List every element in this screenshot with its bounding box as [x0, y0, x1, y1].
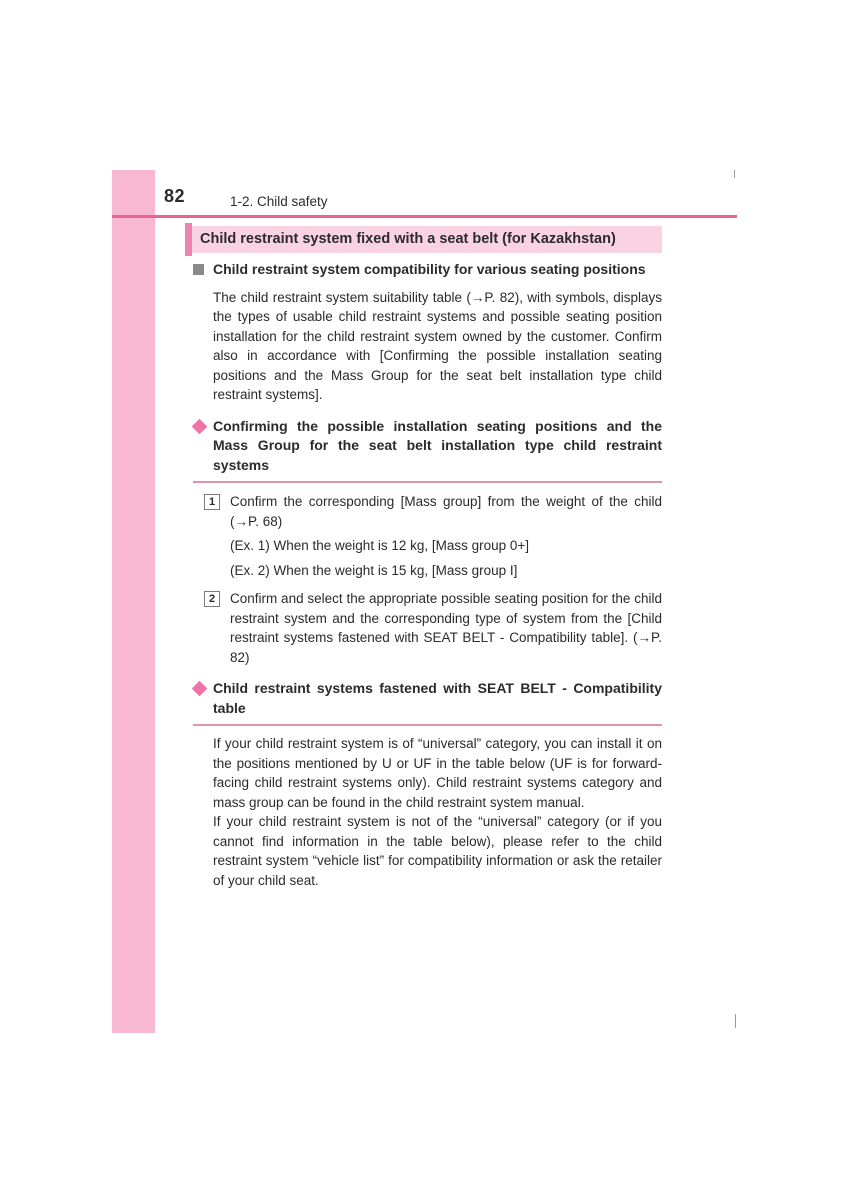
step-1-text: Confirm the corresponding [Mass group] from the weight of the child (→P. 68) — [230, 494, 662, 529]
step-1-example-2: (Ex. 2) When the weight is 15 kg, [Mass group I] — [230, 562, 518, 578]
chapter-title-bar — [185, 226, 662, 253]
non-universal-paragraph: If your child restraint system is not of the “universal” category (or if you cannot find information in the table below), please refer to the child restraint system “vehicle list” for compatibility information or ask the retailer of your child seat. — [213, 814, 662, 888]
title-accent-bar — [185, 223, 192, 256]
universal-paragraph: If your child restraint system is of “universal” category, you can install it on the positions mentioned by U or UF in the table below (UF is for forward-facing child restraint systems only). Child restraint systems category and mass group can be found in the child restraint system manual. — [213, 736, 662, 810]
step-2-text: Confirm and select the appropriate possible seating position for the child restraint system and the corresponding type of system from the [Child restraint systems fastened with SEAT BELT - Compatibility table]. (→P. 82) — [230, 591, 662, 665]
section-header: 1-2. Child safety — [230, 194, 328, 209]
compatibility-heading-block — [185, 260, 662, 280]
step-1 — [185, 492, 662, 580]
table-heading: Child restraint systems fastened with SEAT BELT - Compatibility table — [213, 680, 662, 716]
crop-mark-bottom — [735, 1014, 736, 1028]
universal-paragraph-block — [185, 734, 662, 890]
page-content — [185, 226, 662, 890]
step-number-box: 2 — [204, 591, 220, 607]
diamond-bullet-icon — [192, 418, 208, 434]
page-edge-tab — [112, 170, 155, 1033]
step-number-box: 1 — [204, 494, 220, 510]
header-rule — [112, 215, 737, 218]
heading-divider — [193, 481, 662, 483]
heading-divider — [193, 724, 662, 726]
step-2 — [185, 589, 662, 667]
crop-mark-top — [734, 170, 735, 178]
table-heading-block — [185, 679, 662, 718]
step-1-example-1: (Ex. 1) When the weight is 12 kg, [Mass group 0+] — [230, 538, 530, 553]
page-number: 82 — [164, 186, 186, 206]
square-bullet-icon — [193, 264, 204, 275]
confirming-heading: Confirming the possible installation seating positions and the Mass Group for the seat belt installation type child restraint systems — [213, 417, 662, 473]
confirming-heading-block — [185, 417, 662, 476]
compatibility-paragraph: The child restraint system suitability table (→P. 82), with symbols, displays the types of usable child restraint systems and possible seating position installation for the child restraint system owned by the customer. Confirm also in accordance with [Confirming the possible installation seating positions and the Mass Group for the seat belt installation type child restraint systems]. — [213, 289, 662, 402]
compatibility-heading: Child restraint system compatibility for various seating positions — [213, 261, 646, 277]
chapter-title: Child restraint system fixed with a seat belt (for Kazakhstan) — [200, 231, 616, 247]
compatibility-paragraph-block — [185, 288, 662, 405]
diamond-bullet-icon — [192, 681, 208, 697]
